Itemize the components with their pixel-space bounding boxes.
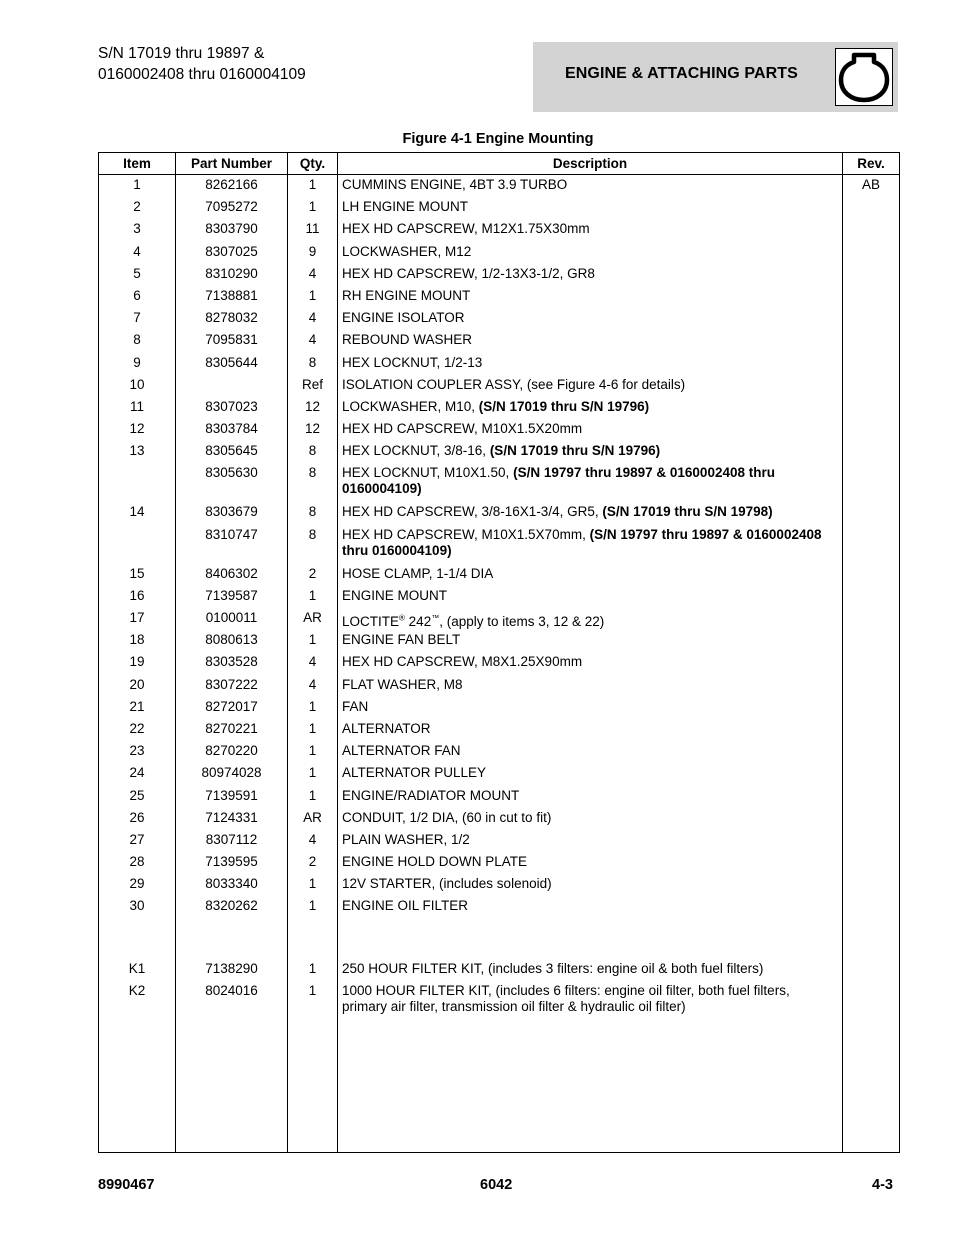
- item-cell: 11: [99, 397, 176, 419]
- table-row: [99, 175, 900, 198]
- rev-cell: [843, 959, 900, 981]
- part-number-cell: 8305630: [176, 463, 288, 502]
- item-cell: 1: [99, 175, 176, 198]
- part-number-cell: 8305644: [176, 353, 288, 375]
- item-cell: 14: [99, 502, 176, 524]
- empty-cell: [99, 1020, 176, 1153]
- description-text: ENGINE/RADIATOR MOUNT: [342, 787, 520, 803]
- qty-cell: 4: [288, 652, 338, 674]
- item-cell: 28: [99, 852, 176, 874]
- description-cell: [338, 630, 843, 652]
- rev-cell: [843, 502, 900, 524]
- description-text: LOCKWASHER, M10,: [342, 398, 479, 414]
- description-cell: [338, 175, 843, 198]
- qty-cell: 1: [288, 719, 338, 741]
- description-text: HEX LOCKNUT, 1/2-13: [342, 354, 483, 370]
- rev-cell: [843, 441, 900, 463]
- item-cell: 8: [99, 330, 176, 352]
- description-cell: [338, 741, 843, 763]
- item-cell: 21: [99, 697, 176, 719]
- part-number-cell: 8307112: [176, 830, 288, 852]
- item-cell: 20: [99, 675, 176, 697]
- rev-cell: [843, 397, 900, 419]
- table-row: [99, 330, 900, 352]
- description-text: REBOUND WASHER: [342, 332, 473, 348]
- column-header-part-number: Part Number: [176, 153, 288, 175]
- filler-row: [99, 1020, 900, 1153]
- empty-cell: [288, 919, 338, 959]
- section-title: ENGINE & ATTACHING PARTS: [565, 65, 798, 82]
- item-cell: 13: [99, 441, 176, 463]
- item-cell: 17: [99, 608, 176, 630]
- rev-cell: [843, 981, 900, 1020]
- qty-cell: 1: [288, 197, 338, 219]
- table-row: [99, 786, 900, 808]
- empty-cell: [99, 919, 176, 959]
- qty-cell: 12: [288, 419, 338, 441]
- rev-cell: [843, 852, 900, 874]
- serial-range-note: (S/N 17019 thru S/N 19798): [602, 504, 773, 520]
- table-row: [99, 375, 900, 397]
- footer-model: 6042: [480, 1177, 513, 1193]
- part-number-cell: 8320262: [176, 896, 288, 918]
- description-cell: [338, 959, 843, 981]
- description-cell: [338, 463, 843, 502]
- qty-cell: 1: [288, 286, 338, 308]
- qty-cell: 1: [288, 630, 338, 652]
- description-text: ALTERNATOR: [342, 720, 431, 736]
- description-cell: [338, 308, 843, 330]
- rev-cell: [843, 264, 900, 286]
- part-number-cell: 7139591: [176, 786, 288, 808]
- description-text: RH ENGINE MOUNT: [342, 287, 471, 303]
- description-text: ENGINE ISOLATOR: [342, 310, 465, 326]
- part-number-cell: 7138881: [176, 286, 288, 308]
- table-row: [99, 652, 900, 674]
- qty-cell: 4: [288, 264, 338, 286]
- item-cell: 29: [99, 874, 176, 896]
- table-row: [99, 830, 900, 852]
- table-row: [99, 525, 900, 564]
- description-text: HOSE CLAMP, 1-1/4 DIA: [342, 565, 494, 581]
- part-number-cell: 8262166: [176, 175, 288, 198]
- item-cell: 2: [99, 197, 176, 219]
- part-number-cell: 8310290: [176, 264, 288, 286]
- description-cell: [338, 830, 843, 852]
- description-cell: [338, 586, 843, 608]
- parts-table-body: [99, 175, 900, 1153]
- table-row: [99, 308, 900, 330]
- description-text: ENGINE OIL FILTER: [342, 898, 469, 914]
- table-row: [99, 608, 900, 630]
- qty-cell: 1: [288, 959, 338, 981]
- qty-cell: 1: [288, 896, 338, 918]
- description-text: HEX HD CAPSCREW, M10X1.5X70mm,: [342, 526, 590, 542]
- qty-cell: AR: [288, 608, 338, 630]
- qty-cell: 1: [288, 586, 338, 608]
- column-header-description: Description: [338, 153, 843, 175]
- description-text: FLAT WASHER, M8: [342, 676, 463, 692]
- column-header-qty: Qty.: [288, 153, 338, 175]
- engine-outline-icon: [835, 48, 893, 106]
- parts-table: [98, 152, 900, 1153]
- description-text: FAN: [342, 698, 369, 714]
- spacer-row: [99, 919, 900, 959]
- rev-cell: [843, 719, 900, 741]
- description-text: ALTERNATOR PULLEY: [342, 765, 487, 781]
- qty-cell: 1: [288, 697, 338, 719]
- rev-cell: [843, 608, 900, 630]
- footer-page-number: 4-3: [872, 1177, 893, 1193]
- qty-cell: 8: [288, 525, 338, 564]
- rev-cell: [843, 197, 900, 219]
- rev-cell: [843, 630, 900, 652]
- serial-range: [98, 43, 306, 85]
- description-cell: [338, 697, 843, 719]
- part-number-cell: 8303528: [176, 652, 288, 674]
- description-cell: [338, 981, 843, 1020]
- description-cell: [338, 441, 843, 463]
- table-row: [99, 741, 900, 763]
- part-number-cell: 8406302: [176, 564, 288, 586]
- description-text: ENGINE MOUNT: [342, 587, 448, 603]
- table-row: [99, 564, 900, 586]
- item-cell: 27: [99, 830, 176, 852]
- serial-line-2: 0160002408 thru 0160004109: [98, 66, 306, 83]
- part-number-cell: 7124331: [176, 808, 288, 830]
- description-text: LH ENGINE MOUNT: [342, 199, 469, 215]
- table-row: [99, 502, 900, 524]
- table-row: [99, 808, 900, 830]
- description-cell: [338, 197, 843, 219]
- description-cell: [338, 852, 843, 874]
- rev-cell: AB: [843, 175, 900, 198]
- description-text: HEX HD CAPSCREW, M10X1.5X20mm: [342, 421, 583, 437]
- empty-cell: [176, 919, 288, 959]
- qty-cell: 1: [288, 763, 338, 785]
- part-number-cell: 8033340: [176, 874, 288, 896]
- qty-cell: 4: [288, 830, 338, 852]
- table-row: [99, 852, 900, 874]
- serial-line-1: S/N 17019 thru 19897 &: [98, 45, 265, 62]
- footer-document-number: 8990467: [98, 1177, 155, 1193]
- serial-range-note: (S/N 17019 thru S/N 19796): [489, 443, 661, 459]
- rev-cell: [843, 896, 900, 918]
- item-cell: 6: [99, 286, 176, 308]
- table-header-row: [99, 153, 900, 175]
- serial-range-note: (S/N 19797 thru 19897 & 0160002408 thru 0160004109): [342, 465, 775, 497]
- description-cell: [338, 375, 843, 397]
- part-number-cell: 8307025: [176, 242, 288, 264]
- part-number-cell: 7139587: [176, 586, 288, 608]
- rev-cell: [843, 741, 900, 763]
- item-cell: 7: [99, 308, 176, 330]
- description-text: CONDUIT, 1/2 DIA, (60 in cut to fit): [342, 809, 552, 825]
- qty-cell: 4: [288, 675, 338, 697]
- description-text: 12V STARTER, (includes solenoid): [342, 876, 552, 892]
- table-row: [99, 219, 900, 241]
- item-cell: 19: [99, 652, 176, 674]
- empty-cell: [843, 1020, 900, 1153]
- description-cell: [338, 652, 843, 674]
- description-cell: [338, 525, 843, 564]
- description-cell: [338, 419, 843, 441]
- item-cell: K2: [99, 981, 176, 1020]
- qty-cell: 4: [288, 308, 338, 330]
- item-cell: 4: [99, 242, 176, 264]
- rev-cell: [843, 463, 900, 502]
- description-cell: [338, 719, 843, 741]
- description-cell: [338, 874, 843, 896]
- table-row: [99, 896, 900, 918]
- table-row: [99, 463, 900, 502]
- description-text: PLAIN WASHER, 1/2: [342, 831, 470, 847]
- part-number-cell: 8080613: [176, 630, 288, 652]
- description-text: HEX HD CAPSCREW, 3/8-16X1-3/4, GR5,: [342, 504, 603, 520]
- qty-cell: 8: [288, 502, 338, 524]
- table-row: [99, 874, 900, 896]
- qty-cell: 2: [288, 852, 338, 874]
- rev-cell: [843, 375, 900, 397]
- part-number-cell: 8305645: [176, 441, 288, 463]
- qty-cell: 4: [288, 330, 338, 352]
- part-number-cell: 8278032: [176, 308, 288, 330]
- item-cell: [99, 463, 176, 502]
- item-cell: 24: [99, 763, 176, 785]
- description-cell: [338, 242, 843, 264]
- rev-cell: [843, 308, 900, 330]
- item-cell: K1: [99, 959, 176, 981]
- rev-cell: [843, 697, 900, 719]
- part-number-cell: 7138290: [176, 959, 288, 981]
- qty-cell: 1: [288, 981, 338, 1020]
- qty-cell: AR: [288, 808, 338, 830]
- rev-cell: [843, 786, 900, 808]
- table-row: [99, 675, 900, 697]
- description-text: HEX HD CAPSCREW, 1/2-13X3-1/2, GR8: [342, 265, 595, 281]
- item-cell: 3: [99, 219, 176, 241]
- item-cell: 18: [99, 630, 176, 652]
- part-number-cell: 8307023: [176, 397, 288, 419]
- table-row: [99, 197, 900, 219]
- description-cell: [338, 353, 843, 375]
- part-number-cell: 7139595: [176, 852, 288, 874]
- part-number-cell: 8303784: [176, 419, 288, 441]
- description-cell: [338, 330, 843, 352]
- table-row: [99, 719, 900, 741]
- qty-cell: 1: [288, 175, 338, 198]
- part-number-cell: 7095831: [176, 330, 288, 352]
- qty-cell: 12: [288, 397, 338, 419]
- item-cell: 5: [99, 264, 176, 286]
- description-cell: [338, 219, 843, 241]
- rev-cell: [843, 652, 900, 674]
- table-row: [99, 630, 900, 652]
- item-cell: 15: [99, 564, 176, 586]
- description-text: LOCTITE® 242™, (apply to items 3, 12 & 22): [342, 613, 605, 629]
- part-number-cell: [176, 375, 288, 397]
- table-row: [99, 441, 900, 463]
- rev-cell: [843, 763, 900, 785]
- item-cell: 30: [99, 896, 176, 918]
- description-cell: [338, 763, 843, 785]
- item-cell: 9: [99, 353, 176, 375]
- table-row: [99, 264, 900, 286]
- qty-cell: 2: [288, 564, 338, 586]
- qty-cell: 1: [288, 741, 338, 763]
- qty-cell: 8: [288, 463, 338, 502]
- qty-cell: 11: [288, 219, 338, 241]
- part-number-cell: 8270220: [176, 741, 288, 763]
- qty-cell: 1: [288, 786, 338, 808]
- rev-cell: [843, 353, 900, 375]
- column-header-item: Item: [99, 153, 176, 175]
- figure-title: Figure 4-1 Engine Mounting: [402, 131, 594, 147]
- qty-cell: 9: [288, 242, 338, 264]
- rev-cell: [843, 525, 900, 564]
- empty-cell: [843, 919, 900, 959]
- description-text: HEX HD CAPSCREW, M12X1.75X30mm: [342, 221, 590, 237]
- item-cell: 25: [99, 786, 176, 808]
- table-row: [99, 397, 900, 419]
- item-cell: 23: [99, 741, 176, 763]
- serial-range-note: (S/N 17019 thru S/N 19796): [478, 398, 650, 414]
- qty-cell: 8: [288, 353, 338, 375]
- table-row: [99, 286, 900, 308]
- item-cell: 10: [99, 375, 176, 397]
- empty-cell: [288, 1020, 338, 1153]
- column-header-rev: Rev.: [843, 153, 900, 175]
- table-row: [99, 242, 900, 264]
- rev-cell: [843, 286, 900, 308]
- rev-cell: [843, 830, 900, 852]
- description-text: HEX LOCKNUT, 3/8-16,: [342, 443, 490, 459]
- description-text: CUMMINS ENGINE, 4BT 3.9 TURBO: [342, 177, 568, 192]
- description-cell: [338, 286, 843, 308]
- description-text: 1000 HOUR FILTER KIT, (includes 6 filters: engine oil filter, both fuel filters, primary air filter, transmission oil filter & hydraulic oil filter): [342, 982, 790, 1014]
- empty-cell: [338, 919, 843, 959]
- rev-cell: [843, 808, 900, 830]
- part-number-cell: 8310747: [176, 525, 288, 564]
- rev-cell: [843, 419, 900, 441]
- item-cell: 26: [99, 808, 176, 830]
- description-text: 250 HOUR FILTER KIT, (includes 3 filters: engine oil & both fuel filters): [342, 960, 764, 976]
- kit-row: [99, 981, 900, 1020]
- serial-range-note: (S/N 19797 thru 19897 & 0160002408 thru 0160004109): [342, 526, 822, 558]
- part-number-cell: 8272017: [176, 697, 288, 719]
- description-cell: [338, 264, 843, 286]
- rev-cell: [843, 564, 900, 586]
- part-number-cell: 8307222: [176, 675, 288, 697]
- description-cell: [338, 564, 843, 586]
- description-text: HEX HD CAPSCREW, M8X1.25X90mm: [342, 654, 583, 670]
- description-text: ENGINE FAN BELT: [342, 632, 461, 648]
- description-text: ISOLATION COUPLER ASSY, (see Figure 4-6 for details): [342, 376, 686, 392]
- rev-cell: [843, 330, 900, 352]
- rev-cell: [843, 242, 900, 264]
- table-row: [99, 763, 900, 785]
- description-cell: [338, 675, 843, 697]
- description-cell: [338, 786, 843, 808]
- description-cell: [338, 808, 843, 830]
- rev-cell: [843, 219, 900, 241]
- rev-cell: [843, 586, 900, 608]
- section-header: [533, 42, 898, 112]
- item-cell: 16: [99, 586, 176, 608]
- description-text: LOCKWASHER, M12: [342, 243, 472, 259]
- empty-cell: [338, 1020, 843, 1153]
- qty-cell: 8: [288, 441, 338, 463]
- rev-cell: [843, 874, 900, 896]
- table-row: [99, 419, 900, 441]
- part-number-cell: 80974028: [176, 763, 288, 785]
- rev-cell: [843, 675, 900, 697]
- item-cell: [99, 525, 176, 564]
- description-cell: [338, 896, 843, 918]
- description-text: HEX LOCKNUT, M10X1.50,: [342, 465, 514, 481]
- part-number-cell: 8303679: [176, 502, 288, 524]
- description-text: ALTERNATOR FAN: [342, 743, 461, 759]
- part-number-cell: 8270221: [176, 719, 288, 741]
- item-cell: 12: [99, 419, 176, 441]
- part-number-cell: 8024016: [176, 981, 288, 1020]
- table-row: [99, 586, 900, 608]
- description-cell: [338, 502, 843, 524]
- part-number-cell: 8303790: [176, 219, 288, 241]
- table-row: [99, 697, 900, 719]
- empty-cell: [176, 1020, 288, 1153]
- part-number-cell: 7095272: [176, 197, 288, 219]
- qty-cell: Ref: [288, 375, 338, 397]
- kit-row: [99, 959, 900, 981]
- qty-cell: 1: [288, 874, 338, 896]
- description-cell: [338, 397, 843, 419]
- table-row: [99, 353, 900, 375]
- description-text: ENGINE HOLD DOWN PLATE: [342, 854, 528, 870]
- description-cell: [338, 608, 843, 630]
- item-cell: 22: [99, 719, 176, 741]
- part-number-cell: 0100011: [176, 608, 288, 630]
